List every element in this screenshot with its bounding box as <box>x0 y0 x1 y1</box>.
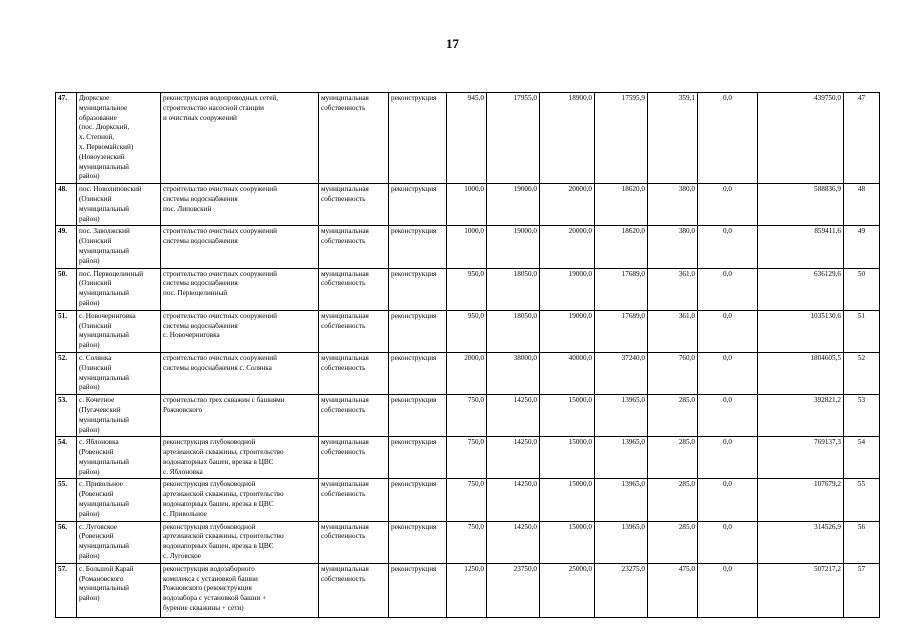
table-row <box>56 268 880 310</box>
amount-cell: 18620,0 <box>595 184 648 226</box>
amount-cell: 40000,0 <box>540 352 595 394</box>
work-type-cell: реконструкция <box>389 437 447 479</box>
table-row <box>56 395 880 437</box>
amount-cell: 18050,0 <box>487 310 540 352</box>
row-number-cell: 50. <box>56 268 77 310</box>
row-number-cell: 47. <box>56 93 77 184</box>
work-description-cell: строительство очистных сооружений системы водоснабжения с. Солянка <box>161 352 319 394</box>
amount-cell: 0,0 <box>698 395 758 437</box>
ownership-cell: муниципальная собственность <box>319 479 389 521</box>
amount-cell: 380,0 <box>648 226 698 268</box>
amount-cell: 439750,0 <box>758 93 844 184</box>
amount-cell: 636129,6 <box>758 268 844 310</box>
row-number-cell: 57. <box>56 563 77 617</box>
amount-cell: 380,0 <box>648 184 698 226</box>
ownership-cell: муниципальная собственность <box>319 184 389 226</box>
amount-cell: 17689,0 <box>595 310 648 352</box>
amount-cell: 20000,0 <box>540 184 595 226</box>
amount-cell: 0,0 <box>698 521 758 563</box>
row-number-cell: 52. <box>56 352 77 394</box>
row-number-cell: 48. <box>56 184 77 226</box>
work-description-cell: реконструкция водозаборного комплекса с установкой башни Рожновского (реконструкция водозабора с установкой башни + бурение скважины + сети) <box>161 563 319 617</box>
locality-cell: с. Кочетное (Пугачевский муниципальный район) <box>77 395 161 437</box>
amount-cell: 15000,0 <box>540 479 595 521</box>
locality-cell: пос. Новолиповский (Озинский муниципальный район) <box>77 184 161 226</box>
locality-cell: с. Яблоновка (Ровенский муниципальный район) <box>77 437 161 479</box>
amount-cell: 23750,0 <box>487 563 540 617</box>
row-number-cell: 53. <box>56 395 77 437</box>
amount-cell: 37240,0 <box>595 352 648 394</box>
amount-cell: 1000,0 <box>447 226 487 268</box>
page-number: 17 <box>446 36 459 51</box>
projects-table <box>55 92 880 618</box>
amount-cell: 1000,0 <box>447 184 487 226</box>
amount-cell: 38000,0 <box>487 352 540 394</box>
ownership-cell: муниципальная собственность <box>319 395 389 437</box>
amount-cell: 0,0 <box>698 437 758 479</box>
amount-cell: 769137,3 <box>758 437 844 479</box>
amount-cell: 15000,0 <box>540 521 595 563</box>
locality-cell: Дюркское муниципальное образование (пос. Дюркский, х. Степной, х. Первомайский) (Новоузенский муниципальный район) <box>77 93 161 184</box>
row-index-cell: 47 <box>844 93 880 184</box>
amount-cell: 285,0 <box>648 479 698 521</box>
amount-cell: 19000,0 <box>540 310 595 352</box>
amount-cell: 361,0 <box>648 268 698 310</box>
ownership-cell: муниципальная собственность <box>319 268 389 310</box>
work-type-cell: реконструкция <box>389 479 447 521</box>
work-description-cell: реконструкция водопроводных сетей, строительство насосной станции и очистных сооружений <box>161 93 319 184</box>
work-type-cell: реконструкция <box>389 93 447 184</box>
amount-cell: 14250,0 <box>487 437 540 479</box>
row-index-cell: 48 <box>844 184 880 226</box>
row-index-cell: 49 <box>844 226 880 268</box>
amount-cell: 14250,0 <box>487 479 540 521</box>
work-description-cell: строительство трех скважин с башнями Рожновского <box>161 395 319 437</box>
amount-cell: 14250,0 <box>487 395 540 437</box>
work-description-cell: строительство очистных сооружений системы водоснабжения с. Новочерниговка <box>161 310 319 352</box>
row-index-cell: 53 <box>844 395 880 437</box>
amount-cell: 1035130,6 <box>758 310 844 352</box>
amount-cell: 0,0 <box>698 310 758 352</box>
amount-cell: 18050,0 <box>487 268 540 310</box>
locality-cell: с. Луговское (Ровенский муниципальный район) <box>77 521 161 563</box>
amount-cell: 0,0 <box>698 479 758 521</box>
amount-cell: 392821,2 <box>758 395 844 437</box>
table-row <box>56 93 880 184</box>
table-row <box>56 310 880 352</box>
amount-cell: 13965,0 <box>595 521 648 563</box>
amount-cell: 750,0 <box>447 521 487 563</box>
amount-cell: 0,0 <box>698 93 758 184</box>
ownership-cell: муниципальная собственность <box>319 93 389 184</box>
table-row <box>56 479 880 521</box>
work-description-cell: реконструкция глубоководной артезианской скважины, строительство водонапорных башен, врезка в ЦВС с. Яблоновка <box>161 437 319 479</box>
work-type-cell: реконструкция <box>389 184 447 226</box>
locality-cell: пос. Первоцелинный (Озинский муниципальный район) <box>77 268 161 310</box>
amount-cell: 285,0 <box>648 521 698 563</box>
amount-cell: 1804605,5 <box>758 352 844 394</box>
row-number-cell: 49. <box>56 226 77 268</box>
amount-cell: 13965,0 <box>595 437 648 479</box>
work-type-cell: реконструкция <box>389 226 447 268</box>
amount-cell: 359,1 <box>648 93 698 184</box>
work-description-cell: строительство очистных сооружений системы водоснабжения <box>161 226 319 268</box>
row-number-cell: 51. <box>56 310 77 352</box>
amount-cell: 0,0 <box>698 268 758 310</box>
amount-cell: 17595,9 <box>595 93 648 184</box>
work-type-cell: реконструкция <box>389 310 447 352</box>
amount-cell: 15000,0 <box>540 395 595 437</box>
row-number-cell: 56. <box>56 521 77 563</box>
amount-cell: 950,0 <box>447 268 487 310</box>
amount-cell: 19000,0 <box>487 226 540 268</box>
amount-cell: 750,0 <box>447 479 487 521</box>
work-description-cell: реконструкция глубоководной артезианской скважины, строительство водонапорных башен, врезка в ЦВС с. Привольное <box>161 479 319 521</box>
work-description-cell: строительство очистных сооружений системы водоснабжения пос. Липовский <box>161 184 319 226</box>
row-index-cell: 56 <box>844 521 880 563</box>
amount-cell: 18900,0 <box>540 93 595 184</box>
amount-cell: 285,0 <box>648 437 698 479</box>
table-row <box>56 226 880 268</box>
amount-cell: 0,0 <box>698 226 758 268</box>
amount-cell: 750,0 <box>447 437 487 479</box>
amount-cell: 23275,0 <box>595 563 648 617</box>
amount-cell: 0,0 <box>698 184 758 226</box>
amount-cell: 1250,0 <box>447 563 487 617</box>
locality-cell: с. Привольное (Ровенский муниципальный район) <box>77 479 161 521</box>
row-index-cell: 52 <box>844 352 880 394</box>
amount-cell: 25000,0 <box>540 563 595 617</box>
locality-cell: с. Новочерниговка (Озинский муниципальный район) <box>77 310 161 352</box>
ownership-cell: муниципальная собственность <box>319 563 389 617</box>
row-index-cell: 50 <box>844 268 880 310</box>
work-description-cell: реконструкция глубоководной артезианской скважины, строительство водонапорных башен, врезка в ЦВС с. Луговское <box>161 521 319 563</box>
table-row <box>56 184 880 226</box>
row-index-cell: 57 <box>844 563 880 617</box>
amount-cell: 760,0 <box>648 352 698 394</box>
amount-cell: 18620,0 <box>595 226 648 268</box>
amount-cell: 588836,9 <box>758 184 844 226</box>
amount-cell: 945,0 <box>447 93 487 184</box>
amount-cell: 2000,0 <box>447 352 487 394</box>
amount-cell: 20000,0 <box>540 226 595 268</box>
row-index-cell: 54 <box>844 437 880 479</box>
locality-cell: с. Солянка (Озинский муниципальный район) <box>77 352 161 394</box>
row-index-cell: 51 <box>844 310 880 352</box>
table-row <box>56 563 880 617</box>
amount-cell: 361,0 <box>648 310 698 352</box>
row-number-cell: 55. <box>56 479 77 521</box>
work-type-cell: реконструкция <box>389 395 447 437</box>
amount-cell: 14250,0 <box>487 521 540 563</box>
ownership-cell: муниципальная собственность <box>319 310 389 352</box>
amount-cell: 285,0 <box>648 395 698 437</box>
ownership-cell: муниципальная собственность <box>319 521 389 563</box>
amount-cell: 19000,0 <box>540 268 595 310</box>
amount-cell: 15000,0 <box>540 437 595 479</box>
locality-cell: с. Большой Карай (Романовского муниципальный район) <box>77 563 161 617</box>
table-row <box>56 437 880 479</box>
work-type-cell: реконструкция <box>389 268 447 310</box>
ownership-cell: муниципальная собственность <box>319 226 389 268</box>
work-type-cell: реконструкция <box>389 352 447 394</box>
row-index-cell: 55 <box>844 479 880 521</box>
amount-cell: 13965,0 <box>595 395 648 437</box>
amount-cell: 750,0 <box>447 395 487 437</box>
amount-cell: 17955,0 <box>487 93 540 184</box>
ownership-cell: муниципальная собственность <box>319 352 389 394</box>
amount-cell: 107679,2 <box>758 479 844 521</box>
table-row <box>56 352 880 394</box>
amount-cell: 0,0 <box>698 563 758 617</box>
amount-cell: 475,0 <box>648 563 698 617</box>
amount-cell: 17689,0 <box>595 268 648 310</box>
amount-cell: 19000,0 <box>487 184 540 226</box>
amount-cell: 507217,2 <box>758 563 844 617</box>
row-number-cell: 54. <box>56 437 77 479</box>
amount-cell: 314526,9 <box>758 521 844 563</box>
amount-cell: 859411,6 <box>758 226 844 268</box>
work-description-cell: строительство очистных сооружений системы водоснабжения пос. Первоцелинный <box>161 268 319 310</box>
amount-cell: 0,0 <box>698 352 758 394</box>
ownership-cell: муниципальная собственность <box>319 437 389 479</box>
amount-cell: 13965,0 <box>595 479 648 521</box>
locality-cell: пос. Заволжский (Озинский муниципальный район) <box>77 226 161 268</box>
work-type-cell: реконструкция <box>389 563 447 617</box>
amount-cell: 950,0 <box>447 310 487 352</box>
table-row <box>56 521 880 563</box>
work-type-cell: реконструкция <box>389 521 447 563</box>
